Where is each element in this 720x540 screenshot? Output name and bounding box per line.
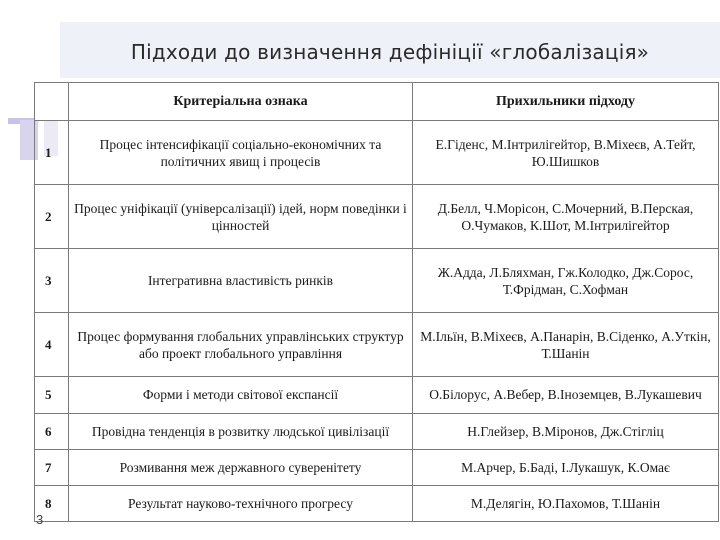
row-number: 7 bbox=[35, 449, 69, 485]
row-number: 5 bbox=[35, 377, 69, 413]
criterion-cell: Результат науково-технічного прогресу bbox=[69, 485, 413, 521]
criterion-cell: Процес уніфікації (універсалізації) ідей, норм поведінки і цінностей bbox=[69, 185, 413, 249]
row-number: 6 bbox=[35, 413, 69, 449]
criterion-cell: Інтегративна властивість ринків bbox=[69, 249, 413, 313]
criterion-cell: Процес інтенсифікації соціально-економічних та політичних явищ і процесів bbox=[69, 121, 413, 185]
page-number: 3 bbox=[36, 512, 44, 527]
header-cell-criterion: Критеріальна ознака bbox=[69, 83, 413, 121]
row-number: 4 bbox=[35, 313, 69, 377]
row-number: 2 bbox=[35, 185, 69, 249]
proponents-cell: Ж.Адда, Л.Бляхман, Гж.Колодко, Дж.Сорос, Т.Фрідман, С.Хофман bbox=[413, 249, 719, 313]
header-cell-proponents: Прихильники підходу bbox=[413, 83, 719, 121]
table-row bbox=[35, 413, 719, 449]
table-row bbox=[35, 249, 719, 313]
table-row bbox=[35, 313, 719, 377]
proponents-cell: Н.Глейзер, В.Міронов, Дж.Стігліц bbox=[413, 413, 719, 449]
header-cell-number bbox=[35, 83, 69, 121]
criterion-cell: Процес формування глобальних управлінських структур або проект глобального управління bbox=[69, 313, 413, 377]
proponents-cell: М.Арчер, Б.Баді, І.Лукашук, К.Омає bbox=[413, 449, 719, 485]
table-row bbox=[35, 485, 719, 521]
proponents-cell: М.Делягін, Ю.Пахомов, Т.Шанін bbox=[413, 485, 719, 521]
proponents-cell: Е.Гіденс, М.Інтрилігейтор, В.Міхеєв, А.Тейт, Ю.Шишков bbox=[413, 121, 719, 185]
row-number: 8 bbox=[35, 485, 69, 521]
proponents-cell: М.Ільїн, В.Міхеєв, А.Панарін, В.Сіденко, А.Уткін, Т.Шанін bbox=[413, 313, 719, 377]
table-row bbox=[35, 185, 719, 249]
row-number: 3 bbox=[35, 249, 69, 313]
table-header-row bbox=[35, 83, 719, 121]
row-number: 1 bbox=[35, 121, 69, 185]
proponents-cell: О.Білорус, А.Вебер, В.Іноземцев, В.Лукашевич bbox=[413, 377, 719, 413]
approaches-table bbox=[34, 82, 719, 522]
proponents-cell: Д.Белл, Ч.Морісон, С.Мочерний, В.Перская, О.Чумаков, К.Шот, М.Інтрилігейтор bbox=[413, 185, 719, 249]
criterion-cell: Провідна тенденція в розвитку людської цивілізації bbox=[69, 413, 413, 449]
slide-title: Підходи до визначення дефініції «глобалізація» bbox=[130, 40, 650, 64]
table-row bbox=[35, 121, 719, 185]
table-row bbox=[35, 377, 719, 413]
criterion-cell: Форми і методи світової експансії bbox=[69, 377, 413, 413]
table-row bbox=[35, 449, 719, 485]
criterion-cell: Розмивання меж державного суверенітету bbox=[69, 449, 413, 485]
